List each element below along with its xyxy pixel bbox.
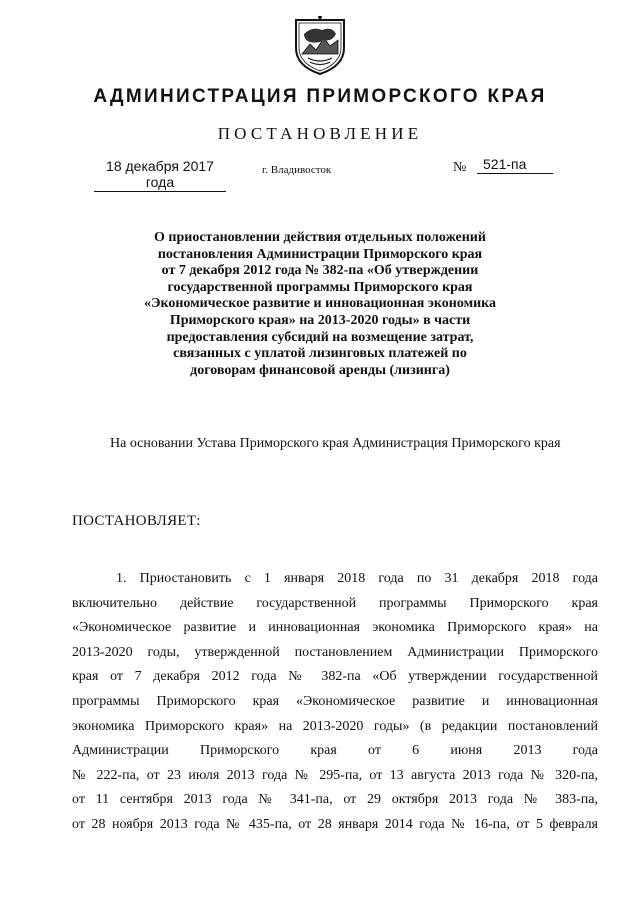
paragraph-line: Администрации Приморского края от 6 июня 2013 года <box>72 743 598 759</box>
document-title <box>120 230 520 379</box>
paragraph-1 <box>72 567 598 838</box>
document-city: г. Владивосток <box>262 164 332 176</box>
title-line: государственной программы Приморского края <box>167 279 473 295</box>
number-sign: № <box>453 160 467 175</box>
document-date: 18 декабря 2017 года <box>94 158 226 192</box>
document-type: ПОСТАНОВЛЕНИЕ <box>217 124 423 143</box>
title-line: связанных с уплатой лизинговых платежей по <box>173 346 467 362</box>
resolves-heading: ПОСТАНОВЛЯЕТ: <box>72 513 201 529</box>
paragraph-line: «Экономическое развитие и инновационная экономика Приморского края» на <box>72 620 598 636</box>
paragraph-line: № 222-па, от 23 июля 2013 года № 295-па, от 13 августа 2013 года № 320-па, <box>72 767 598 783</box>
title-line: предоставления субсидий на возмещение затрат, <box>166 329 474 345</box>
title-line: от 7 декабря 2012 года № 382-па «Об утверждении <box>161 263 479 279</box>
paragraph-line: включительно действие государственной программы Приморского края <box>72 595 598 611</box>
title-line: О приостановлении действия отдельных положений <box>154 230 486 245</box>
basis-paragraph: На основании Устава Приморского края Администрация Приморского края <box>110 436 561 451</box>
paragraph-line: края от 7 декабря 2012 года № 382-па «Об утверждении государственной <box>72 669 598 685</box>
paragraph-line: 2013-2020 годы, утвержденной постановлением Администрации Приморского <box>72 644 598 660</box>
title-line: постановления Администрации Приморского края <box>157 246 483 262</box>
paragraph-line: программы Приморского края «Экономическое развитие и инновационная <box>72 693 598 709</box>
paragraph-line: экономика Приморского края» на 2013-2020 годы» (в редакции постановлений <box>72 718 598 734</box>
title-line: договорам финансовой аренды (лизинга) <box>190 362 450 378</box>
paragraph-line: от 11 сентября 2013 года № 341-па, от 29 октября 2013 года № 383-па, <box>72 792 598 808</box>
title-line: Приморского края» на 2013-2020 годы» в части <box>169 312 471 328</box>
coat-of-arms-emblem <box>288 14 352 76</box>
organization-name: АДМИНИСТРАЦИЯ ПРИМОРСКОГО КРАЯ <box>93 86 547 107</box>
paragraph-line: от 28 ноября 2013 года № 435-па, от 28 января 2014 года № 16-па, от 5 февраля <box>72 816 598 832</box>
paragraph-line: 1. Приостановить с 1 января 2018 года по 31 декабря 2018 года <box>116 571 598 586</box>
document-number: 521-па <box>477 156 553 174</box>
title-line: «Экономическое развитие и инновационная экономика <box>143 296 497 312</box>
